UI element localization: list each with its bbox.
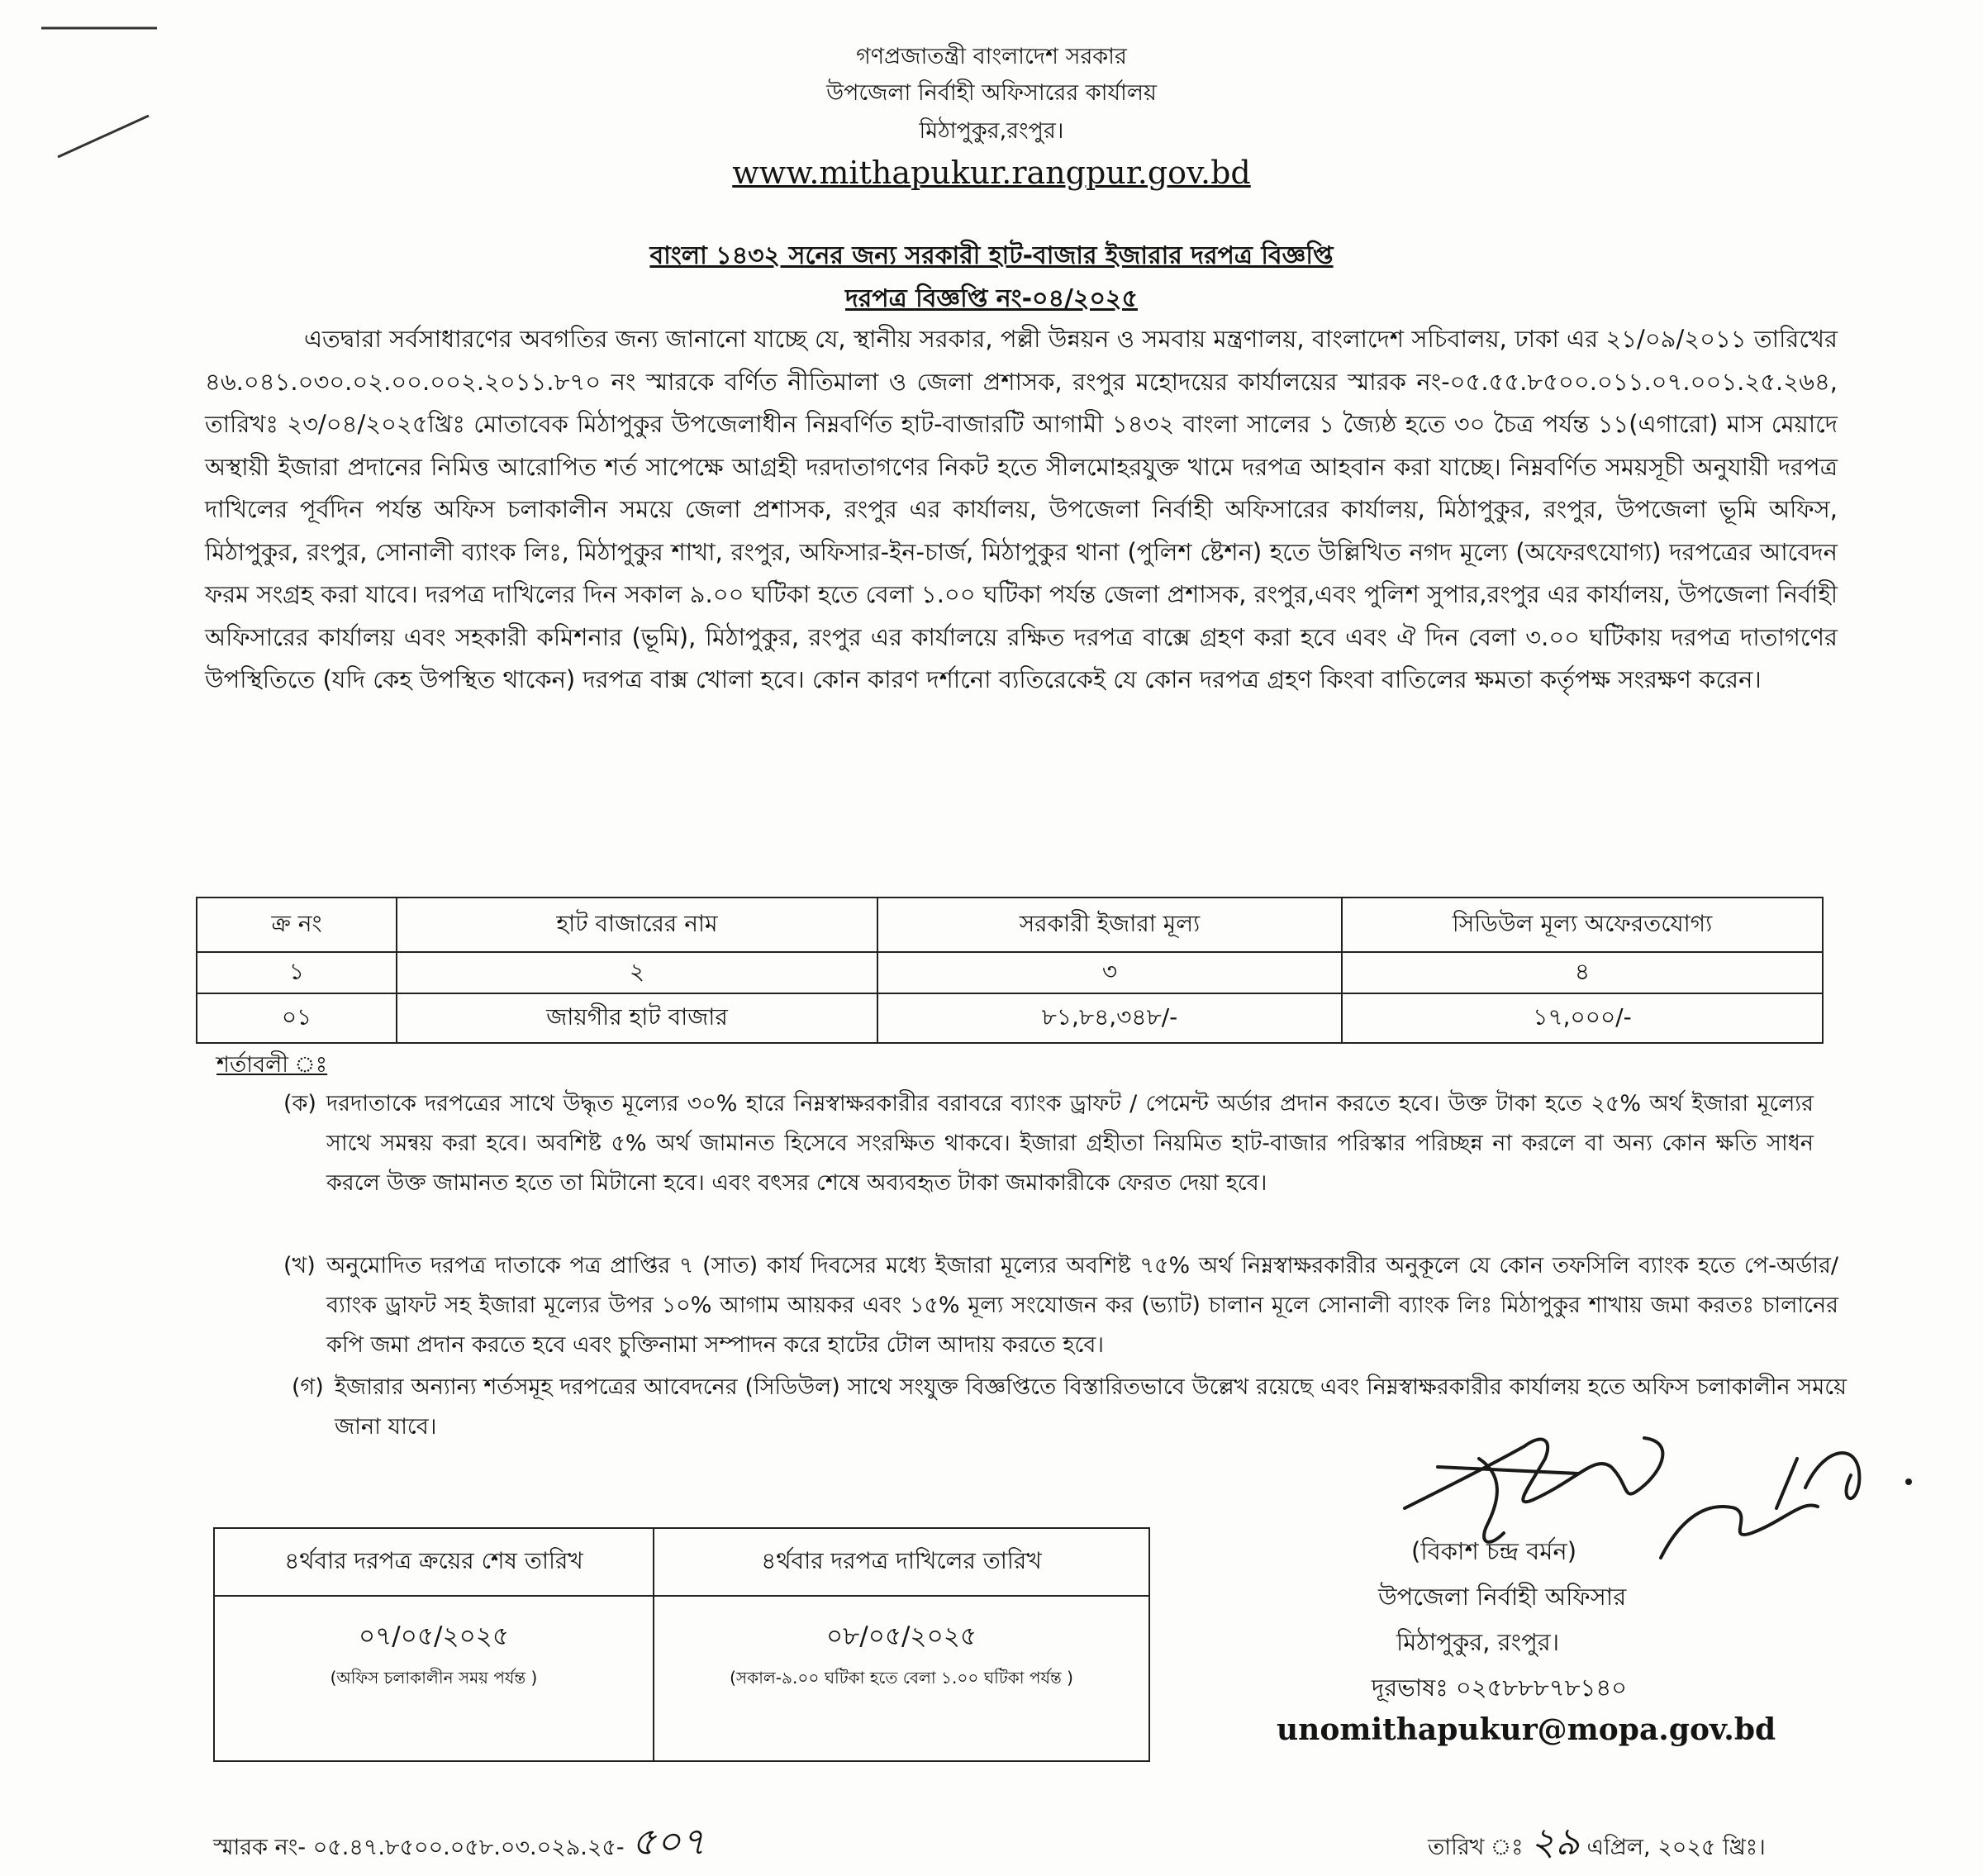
submission-date-cell xyxy=(654,1596,1149,1761)
term-kha xyxy=(283,1246,1838,1365)
term-ka xyxy=(283,1084,1814,1203)
term-kha-text: অনুমোদিত দরপত্র দাতাকে পত্র প্রাপ্তির ৭ (সাত) কার্য দিবসের মধ্যে ইজারা মূল্যের অবশিষ্ট ৭৫% অর্থ নিম্নস্বাক্ষরকারীর অনুকূলে যে কোন তফসিলি ব্যাংক হতে পে-অর্ডার/ব্যাংক ড্রাফট সহ ইজারা মূল্যের উপর ১০% আগাম আয়কর এবং ১৫% মূল্য সংযোজন কর (ভ্যাট) চালান মূলে সোনালী ব্যাংক লিঃ মিঠাপুকুর শাখায় জমা করতঃ চালানের কপি জমা প্রদান করতে হবে এবং চুক্তিনামা সম্পাদন করে হাটের টোল আদায় করতে হবে। xyxy=(326,1253,1838,1358)
table-cell: ৩ xyxy=(877,952,1342,993)
submission-date: ০৮/০৫/২০২৫ xyxy=(825,1621,977,1651)
term-ka-label: (ক) xyxy=(283,1091,316,1117)
memo-number-text: স্মারক নং- ০৫.৪৭.৮৫০০.০৫৮.০৩.০২৯.২৫- xyxy=(213,1835,625,1860)
table-number-row xyxy=(197,952,1823,993)
table-header-row xyxy=(197,898,1823,952)
table-row xyxy=(197,993,1823,1043)
table-cell: ১ xyxy=(197,952,397,993)
issue-date-suffix: এপ্রিল, ২০২৫ খ্রিঃ। xyxy=(1586,1835,1766,1860)
purchase-deadline-cell xyxy=(214,1596,654,1761)
term-kha-label: (খ) xyxy=(283,1253,316,1278)
terms-heading: শর্তাবলী ঃ xyxy=(216,1052,328,1078)
purchase-deadline-date: ০৭/০৫/২০২৫ xyxy=(358,1621,510,1651)
table-cell: জায়গীর হাট বাজার xyxy=(397,993,877,1043)
signatory-email[interactable]: unomithapukur@mopa.gov.bd xyxy=(1277,1712,1776,1747)
table-cell: ৮১,৮৪,৩৪৮/- xyxy=(877,993,1342,1043)
memo-number xyxy=(213,1813,706,1876)
table-cell: ৪ xyxy=(1342,952,1823,993)
table-cell: ১৭,০০০/- xyxy=(1342,993,1823,1043)
schedule-table xyxy=(213,1527,1150,1762)
issue-date-handwritten-day: ২৯ xyxy=(1530,1819,1580,1864)
signatory-name: (বিকাশ চন্দ্র বর্মন) xyxy=(1411,1537,1577,1565)
issue-date-prefix: তারিখ ঃ xyxy=(1428,1835,1524,1860)
market-table xyxy=(196,897,1824,1044)
submission-date-header: ৪র্থবার দরপত্র দাখিলের তারিখ xyxy=(654,1528,1149,1596)
signatory-location: মিঠাপুকুর, রংপুর। xyxy=(1396,1628,1560,1656)
col-lease-value-header: সরকারী ইজারা মূল্য xyxy=(877,898,1342,952)
issue-date xyxy=(1428,1813,1766,1876)
notice-title: বাংলা ১৪৩২ সনের জন্য সরকারী হাট-বাজার ইজারার দরপত্র বিজ্ঞপ্তি xyxy=(649,241,1334,270)
table-cell: ০১ xyxy=(197,993,397,1043)
submission-date-note: (সকাল-৯.০০ ঘটিকা হতে বেলা ১.০০ ঘটিকা পর্যন্ত ) xyxy=(730,1668,1073,1688)
table-cell: ২ xyxy=(397,952,877,993)
purchase-deadline-note: (অফিস চলাকালীন সময় পর্যন্ত ) xyxy=(330,1668,538,1688)
col-schedule-price-header: সিডিউল মূল্য অফেরতযোগ্য xyxy=(1342,898,1823,952)
term-ka-text: দরদাতাকে দরপত্রের সাথে উদ্ধৃত মূল্যের ৩০% হারে নিম্নস্বাক্ষরকারীর বরাবরে ব্যাংক ড্রাফট / পেমেন্ট অর্ডার প্রদান করতে হবে। উক্ত টাকা হতে ২৫% অর্থ ইজারা মূল্যের সাথে সমন্বয় করা হবে। অবশিষ্ট ৫% অর্থ জামানত হিসেবে সংরক্ষিত থাকবে। ইজারা গ্রহীতা নিয়মিত হাট-বাজার পরিস্কার পরিচ্ছন্ন না করলে বা অন্য কোন ক্ষতি সাধন করলে উক্ত জামানত হতে তা মিটানো হবে। এবং বৎসর শেষে অব্যবহৃত টাকা জমাকারীকে ফেরত দেয়া হবে। xyxy=(326,1091,1814,1196)
signatory-phone: দূরভাষঃ ০২৫৮৮৮৭৮১৪০ xyxy=(1372,1674,1628,1702)
office-location: মিঠাপুকুর,রংপুর। xyxy=(919,118,1064,144)
website-link[interactable]: www.mithapukur.rangpur.gov.bd xyxy=(732,155,1251,191)
term-ga-label: (গ) xyxy=(292,1374,324,1400)
purchase-deadline-header: ৪র্থবার দরপত্র ক্রয়ের শেষ তারিখ xyxy=(214,1528,654,1596)
col-serial-header: ক্র নং xyxy=(197,898,397,952)
term-ga-text: ইজারার অন্যান্য শর্তসমূহ দরপত্রের আবেদনের (সিডিউল) সাথে সংযুক্ত বিজ্ঞপ্তিতে বিস্তারিতভাবে উল্লেখ রয়েছে এবং নিম্নস্বাক্ষরকারীর কার্যালয় হতে অফিস চলাকালীন সময়ে জানা যাবে। xyxy=(335,1374,1847,1440)
col-name-header: হাট বাজারের নাম xyxy=(397,898,877,952)
memo-handwritten-number: ৫০৭ xyxy=(631,1819,706,1864)
office-name: উপজেলা নির্বাহী অফিসারের কার্যালয় xyxy=(826,80,1157,106)
govt-name: গণপ্রজাতন্ত্রী বাংলাদেশ সরকার xyxy=(856,44,1127,69)
notice-body: এতদ্বারা সর্বসাধারণের অবগতির জন্য জানানো যাচ্ছে যে, স্থানীয় সরকার, পল্লী উন্নয়ন ও সমবায় মন্ত্রণালয়, বাংলাদেশ সচিবালয়, ঢাকা এর ২১/০৯/২০১১ তারিখের ৪৬.০৪১.০৩০.০২.০০.০০২.২০১১.৮৭০ নং স্মারকে বর্ণিত নীতিমালা ও জেলা প্রশাসক, রংপুর মহোদয়ের কার্যালয়ের স্মারক নং-০৫.৫৫.৮৫০০.০১১.০৭.০০১.২৫.২৬৪, তারিখঃ ২৩/০৪/২০২৫খ্রিঃ মোতাবেক মিঠাপুকুর উপজেলাধীন নিম্নবর্ণিত হাট-বাজারটি আগামী ১৪৩২ বাংলা সালের ১ জ্যৈষ্ঠ হতে ৩০ চৈত্র পর্যন্ত ১১(এগারো) মাস মেয়াদে অস্থায়ী ইজারা প্রদানের নিমিত্ত আরোপিত শর্ত সাপেক্ষে আগ্রহী দরদাতাগণের নিকট হতে সীলমোহরযুক্ত খামে দরপত্র আহবান করা যাচ্ছে। নিম্নবর্ণিত সময়সূচী অনুযায়ী দরপত্র দাখিলের পূর্বদিন পর্যন্ত অফিস চলাকালীন সময়ে জেলা প্রশাসক, রংপুর এর কার্যালয়, উপজেলা নির্বাহী অফিসারের কার্যালয়, মিঠাপুকুর, রংপুর, উপজেলা ভূমি অফিস, মিঠাপুকুর, রংপুর, সোনালী ব্যাংক লিঃ, মিঠাপুকুর শাখা, রংপুর, অফিসার-ইন-চার্জ, মিঠাপুকুর থানা (পুলিশ ষ্টেশন) হতে উল্লিখিত নগদ মূল্যে (অফেরৎযোগ্য) দরপত্রের আবেদন ফরম সংগ্রহ করা যাবে। দরপত্র দাখিলের দিন সকাল ৯.০০ ঘটিকা হতে বেলা ১.০০ ঘটিকা পর্যন্ত জেলা প্রশাসক, রংপুর,এবং পুলিশ সুপার,রংপুর এর কার্যালয়, উপজেলা নির্বাহী অফিসারের কার্যালয় এবং সহকারী কমিশনার (ভূমি), মিঠাপুকুর, রংপুর এর কার্যালয়ে রক্ষিত দরপত্র বাক্সে গ্রহণ করা হবে এবং ঐ দিন বেলা ৩.০০ ঘটিকায় দরপত্র দাতাগণের উপস্থিতিতে (যদি কেহ উপস্থিত থাকেন) দরপত্র বাক্স খোলা হবে। কোন কারণ দর্শানো ব্যতিরেকেই যে কোন দরপত্র গ্রহণ কিংবা বাতিলের ক্ষমতা কর্তৃপক্ষ সংরক্ষণ করেন। xyxy=(205,325,1838,693)
signatory-designation: উপজেলা নির্বাহী অফিসার xyxy=(1378,1583,1627,1611)
notice-number: দরপত্র বিজ্ঞপ্তি নং-০৪/২০২৫ xyxy=(845,284,1138,313)
